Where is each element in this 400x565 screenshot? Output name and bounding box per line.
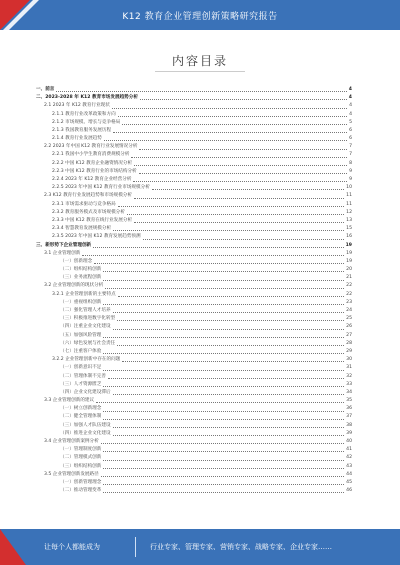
toc-entry-label: 3.4 企业管理创新案例分析 bbox=[44, 439, 99, 445]
toc-leader-dots bbox=[112, 108, 347, 109]
toc-entry[interactable] bbox=[36, 152, 352, 160]
toc-entry-page: 19 bbox=[345, 242, 352, 248]
toc-leader-dots bbox=[117, 345, 344, 346]
toc-entry-page: 23 bbox=[346, 299, 352, 305]
toc-entry-label: 2.3.4 智慧教育发展规模分析 bbox=[52, 226, 112, 232]
toc-entry-page: 9 bbox=[349, 168, 352, 174]
toc-entry-label: （二）推动管理变革 bbox=[60, 488, 102, 494]
table-of-contents bbox=[36, 86, 352, 495]
toc-entry-label: （一）创新理念 bbox=[60, 258, 93, 264]
toc-leader-dots bbox=[103, 386, 344, 387]
toc-entry-label: （五）加强风险管理 bbox=[60, 332, 102, 338]
toc-leader-dots bbox=[103, 304, 344, 305]
toc-entry-page: 15 bbox=[346, 226, 352, 232]
toc-entry-label: （一）管理制度创新 bbox=[60, 447, 102, 453]
toc-entry[interactable] bbox=[36, 422, 352, 430]
toc-entry-label: 二、2023-2028 年 K12 教育市场发展趋势分析 bbox=[36, 95, 138, 101]
footer-tagline: 行业专家、管理专家、营销专家、战略专家、企业专家…… bbox=[150, 543, 332, 551]
toc-entry-label: 2.2.2 中国 K12 教育企业融资情况分析 bbox=[52, 160, 133, 166]
toc-entry-page: 34 bbox=[346, 389, 352, 395]
toc-entry[interactable] bbox=[36, 340, 352, 348]
toc-entry[interactable] bbox=[36, 364, 352, 372]
toc-entry-page: 31 bbox=[346, 365, 352, 371]
toc-leader-dots bbox=[103, 419, 344, 420]
toc-leader-dots bbox=[133, 181, 347, 182]
toc-entry-page: 41 bbox=[346, 447, 352, 453]
toc-entry-page: 11 bbox=[346, 201, 352, 207]
toc-entry[interactable] bbox=[36, 389, 352, 397]
toc-entry-label: 3.2 企业管理创新的现状分析 bbox=[44, 283, 104, 289]
toc-heading: 内容目录 bbox=[171, 54, 228, 68]
toc-entry-label: （四）推进企业文化建设 bbox=[60, 430, 111, 436]
toc-leader-dots bbox=[134, 222, 344, 223]
toc-entry-label: （四）注重企业文化建设 bbox=[60, 324, 111, 330]
toc-leader-dots bbox=[104, 140, 347, 141]
toc-entry-label: 2.3 K12 教育行业发展趋势和市场规模分析 bbox=[44, 193, 132, 199]
toc-entry-label: （二）组织结构创新 bbox=[60, 267, 102, 273]
toc-entry[interactable] bbox=[36, 86, 352, 94]
toc-entry-page: 24 bbox=[346, 308, 352, 314]
toc-entry-page: 21 bbox=[346, 275, 352, 281]
toc-entry[interactable] bbox=[36, 258, 352, 266]
toc-entry[interactable] bbox=[36, 201, 352, 209]
toc-entry[interactable] bbox=[36, 192, 352, 200]
toc-entry-page: 4 bbox=[349, 111, 352, 117]
toc-leader-dots bbox=[103, 280, 344, 281]
toc-entry-page: 22 bbox=[346, 283, 352, 289]
footer-corner-accent bbox=[0, 529, 26, 565]
page-header bbox=[0, 0, 400, 30]
toc-entry-label: （三）积极推进数字化转型 bbox=[60, 316, 116, 322]
toc-entry[interactable] bbox=[36, 102, 352, 110]
toc-entry[interactable] bbox=[36, 291, 352, 299]
toc-leader-dots bbox=[101, 476, 344, 477]
toc-entry-page: 7 bbox=[349, 144, 352, 150]
toc-entry-page: 32 bbox=[346, 373, 352, 379]
toc-entry[interactable] bbox=[36, 414, 352, 422]
toc-entry-label: 3.5 企业管理创新发展路径 bbox=[44, 471, 99, 477]
toc-leader-dots bbox=[122, 124, 347, 125]
toc-entry-label: （一）重视组织创新 bbox=[60, 299, 102, 305]
toc-entry-page: 45 bbox=[346, 479, 352, 485]
toc-entry-label: 2.2.1 我国中小学生教育消费规模分析 bbox=[52, 152, 130, 158]
toc-entry-page: 6 bbox=[349, 127, 352, 133]
toc-entry[interactable] bbox=[36, 111, 352, 119]
toc-entry-page: 44 bbox=[346, 471, 352, 477]
toc-leader-dots bbox=[101, 443, 344, 444]
toc-leader-dots bbox=[118, 116, 347, 117]
toc-entry-label: （二）健全管理体制 bbox=[60, 414, 102, 420]
toc-entry-page: 4 bbox=[348, 86, 352, 92]
toc-entry-label: 3.2.2 企业管理创新中存在的问题 bbox=[52, 357, 121, 363]
toc-entry-page: 33 bbox=[346, 381, 352, 387]
toc-leader-dots bbox=[103, 353, 344, 354]
report-title: K12 教育企业管理创新策略研究报告 bbox=[122, 11, 278, 22]
toc-leader-dots bbox=[134, 165, 347, 166]
toc-leader-dots bbox=[131, 157, 347, 158]
toc-leader-dots bbox=[103, 411, 344, 412]
toc-leader-dots bbox=[103, 370, 344, 371]
toc-entry[interactable] bbox=[36, 160, 352, 168]
toc-entry[interactable] bbox=[36, 274, 352, 282]
toc-entry-label: （四）企业文化建设滞后 bbox=[60, 389, 111, 395]
toc-entry-label: 2.1.3 我国教育服务发展历程 bbox=[52, 127, 112, 133]
toc-entry[interactable] bbox=[36, 266, 352, 274]
toc-entry-page: 8 bbox=[349, 160, 352, 166]
toc-leader-dots bbox=[118, 296, 344, 297]
toc-leader-dots bbox=[94, 263, 344, 264]
toc-entry-page: 12 bbox=[346, 209, 352, 215]
toc-entry[interactable] bbox=[36, 373, 352, 381]
toc-entry[interactable] bbox=[36, 381, 352, 389]
toc-entry[interactable] bbox=[36, 332, 352, 340]
toc-entry[interactable] bbox=[36, 479, 352, 487]
toc-entry-label: 2.2.5 2023 年中国 K12 教育行业市场规模分析 bbox=[52, 185, 150, 191]
toc-entry[interactable] bbox=[36, 283, 352, 291]
toc-entry-page: 40 bbox=[346, 439, 352, 445]
toc-entry-label: 一、前言 bbox=[36, 86, 55, 92]
toc-entry-page: 46 bbox=[346, 488, 352, 494]
toc-leader-dots bbox=[122, 361, 344, 362]
toc-entry-label: 2.1.2 市场规模、增长与竞争格局 bbox=[52, 119, 121, 125]
toc-entry-label: 3.3 企业管理创新的建议 bbox=[44, 398, 95, 404]
toc-entry[interactable] bbox=[36, 454, 352, 462]
toc-entry[interactable] bbox=[36, 487, 352, 495]
toc-entry[interactable] bbox=[36, 217, 352, 225]
toc-leader-dots bbox=[113, 230, 344, 231]
toc-entry-label: （二）强化管理人才培养 bbox=[60, 308, 111, 314]
toc-entry[interactable] bbox=[36, 430, 352, 438]
toc-entry-label: 2.1.1 教育行业改革政策和方向 bbox=[52, 111, 116, 117]
toc-entry-label: 3.1 企业管理创新 bbox=[44, 250, 81, 256]
toc-leader-dots bbox=[105, 288, 344, 289]
toc-leader-dots bbox=[113, 312, 345, 313]
toc-entry-page: 28 bbox=[346, 340, 352, 346]
toc-entry[interactable] bbox=[36, 397, 352, 405]
toc-entry[interactable] bbox=[36, 168, 352, 176]
toc-entry-page: 20 bbox=[346, 267, 352, 273]
toc-entry[interactable] bbox=[36, 438, 352, 446]
toc-leader-dots bbox=[56, 91, 346, 92]
toc-entry[interactable] bbox=[36, 405, 352, 413]
toc-leader-dots bbox=[117, 320, 344, 321]
toc-entry[interactable] bbox=[36, 184, 352, 192]
toc-entry-page: 7 bbox=[349, 152, 352, 158]
toc-entry-page: 19 bbox=[346, 258, 352, 264]
toc-entry-label: （二）管理体制不完善 bbox=[60, 373, 106, 379]
toc-entry[interactable] bbox=[36, 348, 352, 356]
footer-divider bbox=[135, 537, 136, 557]
toc-leader-dots bbox=[103, 337, 344, 338]
toc-entry[interactable] bbox=[36, 233, 352, 241]
toc-entry-page: 13 bbox=[346, 217, 352, 223]
toc-entry-label: 2.3.1 市场需求驱动与竞争格局 bbox=[52, 201, 116, 207]
toc-leader-dots bbox=[113, 394, 345, 395]
toc-entry[interactable] bbox=[36, 143, 352, 151]
toc-leader-dots bbox=[152, 189, 344, 190]
toc-leader-dots bbox=[113, 329, 345, 330]
toc-entry-page: 6 bbox=[349, 136, 352, 142]
toc-entry-page: 43 bbox=[346, 463, 352, 469]
toc-entry-page: 39 bbox=[346, 430, 352, 436]
toc-entry-label: （三）业务流程创新 bbox=[60, 275, 102, 281]
toc-leader-dots bbox=[103, 451, 344, 452]
toc-entry-page: 4 bbox=[349, 103, 352, 109]
toc-leader-dots bbox=[113, 132, 347, 133]
toc-entry[interactable] bbox=[36, 315, 352, 323]
toc-entry-label: 2.1.4 教育行业发展趋势 bbox=[52, 136, 102, 142]
toc-leader-dots bbox=[103, 271, 344, 272]
toc-entry-label: 2.2.4 2023 年 K12 教育企业经营分析 bbox=[52, 177, 132, 183]
toc-entry-label: 3.2.1 企业管理创新的主要特点 bbox=[52, 291, 116, 297]
toc-entry[interactable] bbox=[36, 356, 352, 364]
toc-entry-page: 25 bbox=[346, 316, 352, 322]
toc-entry-page: 29 bbox=[346, 348, 352, 354]
toc-entry-label: （三）组织结构创新 bbox=[60, 463, 102, 469]
toc-entry-label: （一）树立创新理念 bbox=[60, 406, 102, 412]
toc-entry-label: 2.2 2023 年中国 K12 教育行业发展情况分析 bbox=[44, 144, 138, 150]
toc-leader-dots bbox=[103, 460, 344, 461]
footer-slogan: 让每个人都能成为 bbox=[44, 543, 100, 551]
toc-entry-page: 30 bbox=[346, 357, 352, 363]
toc-entry-label: （一）创新意识不足 bbox=[60, 365, 102, 371]
toc-entry-page: 16 bbox=[346, 234, 352, 240]
toc-entry-label: （六）绿色发展与社会责任 bbox=[60, 340, 116, 346]
toc-leader-dots bbox=[93, 247, 343, 248]
toc-leader-dots bbox=[143, 239, 345, 240]
toc-entry-page: 9 bbox=[349, 177, 352, 183]
toc-entry-page: 10 bbox=[346, 185, 352, 191]
toc-entry-label: （三）人才资源匮乏 bbox=[60, 381, 102, 387]
toc-leader-dots bbox=[103, 468, 344, 469]
toc-leader-dots bbox=[139, 149, 347, 150]
toc-entry-label: 三、新形势下企业管理创新 bbox=[36, 242, 92, 248]
toc-leader-dots bbox=[139, 173, 347, 174]
toc-entry-page: 4 bbox=[348, 95, 352, 101]
toc-leader-dots bbox=[108, 378, 344, 379]
toc-entry[interactable] bbox=[36, 299, 352, 307]
toc-leader-dots bbox=[113, 435, 345, 436]
toc-entry[interactable] bbox=[36, 135, 352, 143]
toc-entry-label: 2.1 2023 年 K12 教育行业现状 bbox=[44, 103, 110, 109]
toc-leader-dots bbox=[82, 255, 344, 256]
toc-leader-dots bbox=[103, 492, 344, 493]
header-corner-accent bbox=[0, 0, 30, 30]
toc-leader-dots bbox=[113, 427, 345, 428]
toc-entry-page: 35 bbox=[346, 398, 352, 404]
toc-entry-page: 27 bbox=[346, 332, 352, 338]
toc-entry-page: 36 bbox=[346, 406, 352, 412]
toc-entry[interactable] bbox=[36, 307, 352, 315]
toc-entry-page: 5 bbox=[349, 119, 352, 125]
toc-entry-page: 37 bbox=[346, 414, 352, 420]
page-footer bbox=[0, 529, 400, 565]
toc-leader-dots bbox=[118, 206, 344, 207]
toc-entry[interactable] bbox=[36, 463, 352, 471]
toc-entry-label: （七）注重客户体验 bbox=[60, 348, 102, 354]
toc-entry[interactable] bbox=[36, 209, 352, 217]
toc-entry-page: 38 bbox=[346, 422, 352, 428]
toc-entry[interactable] bbox=[36, 176, 352, 184]
toc-leader-dots bbox=[134, 198, 344, 199]
toc-leader-dots bbox=[127, 214, 344, 215]
toc-entry-label: （三）加强人才队伍建设 bbox=[60, 422, 111, 428]
toc-entry-page: 26 bbox=[346, 324, 352, 330]
toc-entry-label: 2.3.5 2023 年中国 K12 教育发展趋势预测 bbox=[52, 234, 141, 240]
toc-leader-dots bbox=[140, 99, 347, 100]
toc-entry-label: 2.2.3 中国 K12 教育行业的市场结构分析 bbox=[52, 168, 137, 174]
toc-entry-label: 2.3.2 教育服务模式及市场规模分析 bbox=[52, 209, 125, 215]
toc-entry[interactable] bbox=[36, 127, 352, 135]
toc-entry-page: 19 bbox=[346, 250, 352, 256]
toc-leader-dots bbox=[96, 402, 344, 403]
toc-entry[interactable] bbox=[36, 323, 352, 331]
toc-entry-page: 42 bbox=[346, 455, 352, 461]
toc-entry[interactable] bbox=[36, 446, 352, 454]
toc-entry-label: （一）创新管理理念 bbox=[60, 479, 102, 485]
toc-entry[interactable] bbox=[36, 225, 352, 233]
toc-entry[interactable] bbox=[36, 471, 352, 479]
toc-entry[interactable] bbox=[36, 242, 352, 250]
toc-entry[interactable] bbox=[36, 119, 352, 127]
toc-entry[interactable] bbox=[36, 94, 352, 102]
toc-entry[interactable] bbox=[36, 250, 352, 258]
toc-entry-page: 11 bbox=[346, 193, 352, 199]
toc-entry-label: 2.3.3 中国 K12 教育在线行业发展分析 bbox=[52, 217, 133, 223]
toc-heading-rule bbox=[155, 71, 245, 72]
toc-entry-label: （二）管理模式创新 bbox=[60, 455, 102, 461]
toc-leader-dots bbox=[103, 484, 344, 485]
toc-entry-page: 22 bbox=[346, 291, 352, 297]
